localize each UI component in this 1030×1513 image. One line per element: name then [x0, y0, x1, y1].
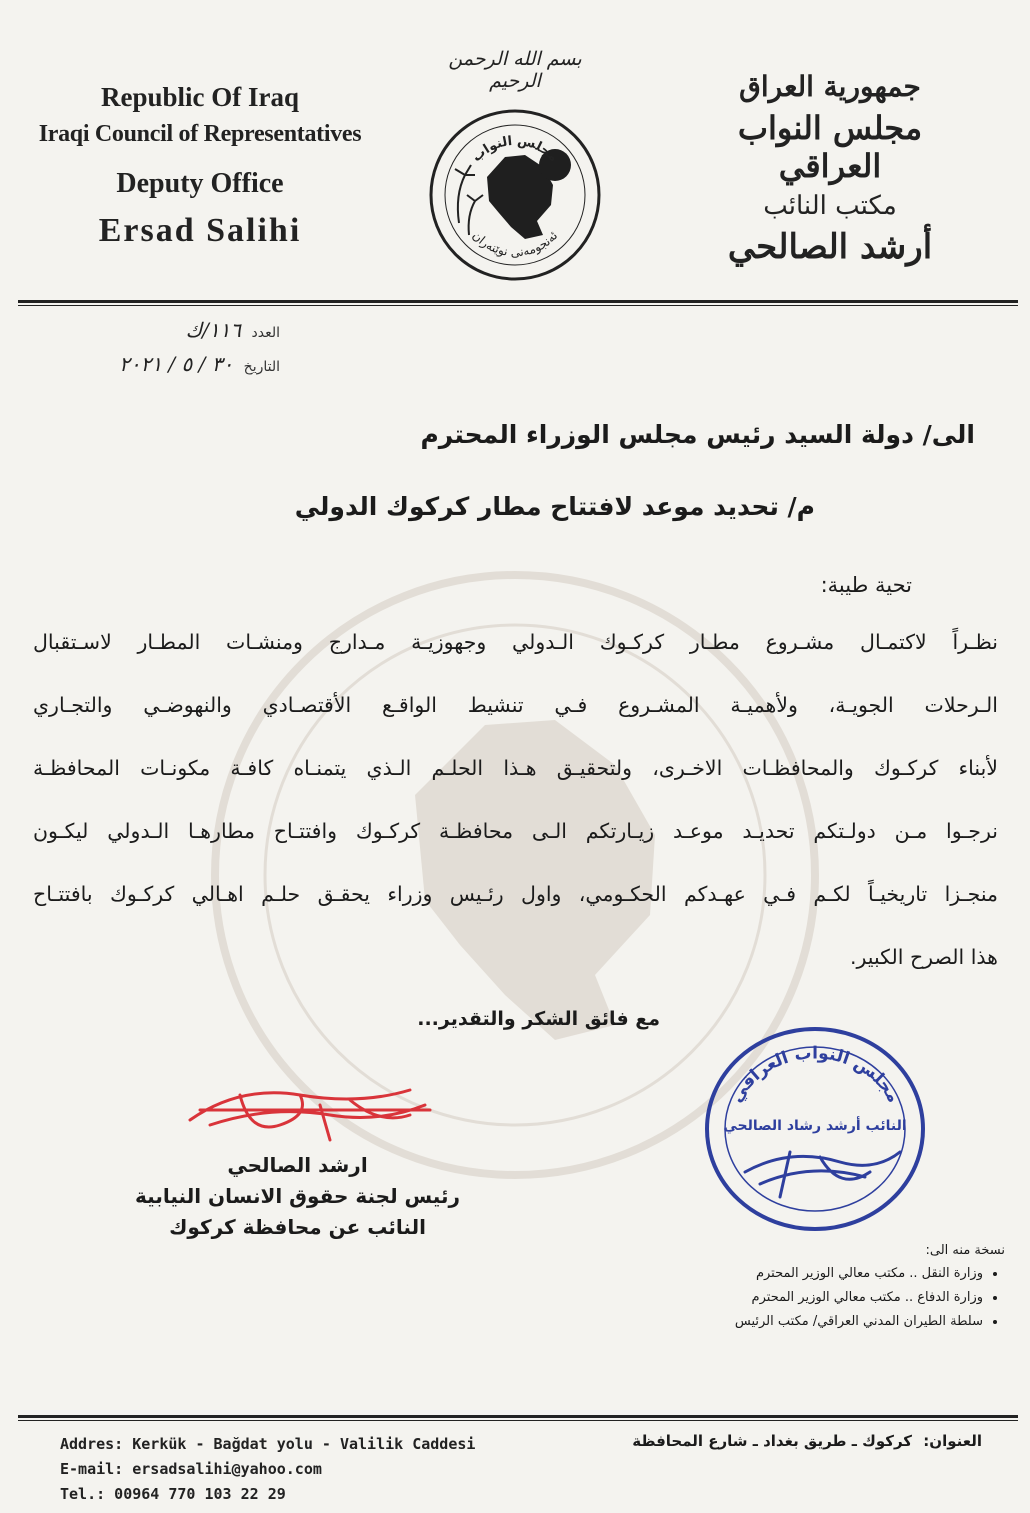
footer-email: E-mail: ersadsalihi@yahoo.com	[60, 1460, 322, 1478]
basmala: بسم الله الرحمن الرحيم	[448, 48, 582, 92]
signer-block	[135, 1150, 460, 1243]
svg-text:ئەنجومەنی نوێنەران	[470, 228, 561, 259]
list-item: • وزارة الدفاع .. مكتب معالي الوزير المحترم	[585, 1290, 983, 1305]
header-divider-thin	[18, 305, 1018, 306]
stamp-inner-text: النائب أرشد رشاد الصالحي	[723, 1118, 907, 1134]
stamp-top-text: مجلس النواب العراقي	[726, 1043, 904, 1107]
greeting: تحية طيبة:	[820, 573, 912, 597]
signer-title-deputy: النائب عن محافظة كركوك	[169, 1215, 426, 1239]
arabic-letterhead	[690, 70, 970, 267]
reference-number-label: العدد	[251, 325, 280, 341]
english-letterhead	[30, 82, 370, 250]
body-line: لأبناء كركـوك والمحافظـات الاخـرى، ولتحقيـق هـذا الحلـم الـذي يتمنـاه كافـة مكونـات المحافظـة	[33, 756, 998, 780]
reference-number-row	[60, 318, 280, 352]
subject-line: م/ تحديد موعد لافتتاح مطار كركوك الدولي	[294, 492, 815, 521]
svg-text:مجلس النواب العراقي	[727, 1043, 904, 1106]
office-name-en: Deputy Office	[116, 168, 284, 199]
body-line: نرجـوا مـن دولـتكم تحديـد موعـد زيـارتكم الـى محافظـة كركـوك وافتتـاح مطارهـا الـدولي ليكـون	[33, 819, 998, 843]
footer-address-ar-value: كركوك ـ طريق بغداد ـ شارع المحافظة	[632, 1432, 913, 1450]
reference-date-label: التاريخ	[243, 359, 280, 375]
footer-divider	[18, 1415, 1018, 1418]
copies-to-block	[585, 1243, 1005, 1338]
signer-name: ارشد الصالحي	[227, 1153, 368, 1177]
reference-date-row	[60, 352, 280, 386]
council-name-ar: مجلس النواب العراقي	[737, 109, 923, 185]
council-emblem-logo	[425, 105, 605, 285]
signer-title-committee: رئيس لجنة حقوق الانسان النيابية	[135, 1184, 460, 1208]
deputy-name-ar: أرشد الصالحي	[727, 227, 933, 267]
country-name-ar: جمهورية العراق	[739, 70, 921, 103]
deputy-name-en: Ersad Salihi	[98, 212, 302, 249]
footer-address-ar	[632, 1432, 982, 1450]
reference-number-value: ١١٦/ك	[185, 318, 242, 342]
list-item: • سلطة الطيران المدني العراقي/ مكتب الرئيس	[585, 1314, 983, 1329]
footer-address-ar-label: العنوان:	[923, 1432, 982, 1450]
reference-date-value: ٣٠ / ٥ / ٢٠٢١	[119, 352, 234, 376]
body-line: الـرحلات الجويـة، ولأهميـة المشـروع فـي تنشيط الواقـع الأقتصـادي والنهوضـي والتجـاري	[33, 693, 998, 717]
addressee: الى/ دولة السيد رئيس مجلس الوزراء المحترم	[420, 420, 975, 449]
footer-address-en: Addres: Kerkük - Bağdat yolu - Valilik Caddesi	[60, 1435, 476, 1453]
official-stamp	[700, 1022, 930, 1237]
header-divider	[18, 300, 1018, 303]
footer-divider-thin	[18, 1420, 1018, 1421]
footer-contact-en	[60, 1432, 475, 1507]
copies-to-title: نسخة منه الى:	[925, 1243, 1005, 1258]
list-item: • وزارة النقل .. مكتب معالي الوزير المحترم	[585, 1266, 983, 1281]
handwritten-signature-red	[180, 1065, 440, 1155]
footer-phone: Tel.: 00964 770 103 22 29	[60, 1485, 286, 1503]
closing-line: مع فائق الشكر والتقدير...	[417, 1008, 660, 1030]
body-line: نظـراً لاكتمـال مشـروع مطـار كركـوك الـدولي وجهوزيـة مـدارج ومنشـات المطـار لاسـتقبال	[33, 630, 998, 654]
body-line: منجـزا تاريخيـاً لكـم فـي عهـدكم الحكـومي، واول رئـيس وزراء يحقـق حلـم اهـالي كركـوك بافتتـاح	[33, 882, 998, 906]
country-name-en: Republic Of Iraq	[100, 82, 300, 112]
office-name-ar: مكتب النائب	[763, 191, 897, 221]
emblem-bottom-text: ئەنجومەنی نوێنەران	[469, 228, 561, 260]
council-name-en: Iraqi Council of Representatives	[38, 121, 362, 147]
reference-block	[60, 318, 280, 386]
copies-list	[585, 1266, 1005, 1329]
emblem-top-text: مجلس النواب	[469, 133, 561, 166]
body-line: هذا الصرح الكبير.	[849, 945, 998, 969]
letter-body	[33, 622, 998, 1000]
